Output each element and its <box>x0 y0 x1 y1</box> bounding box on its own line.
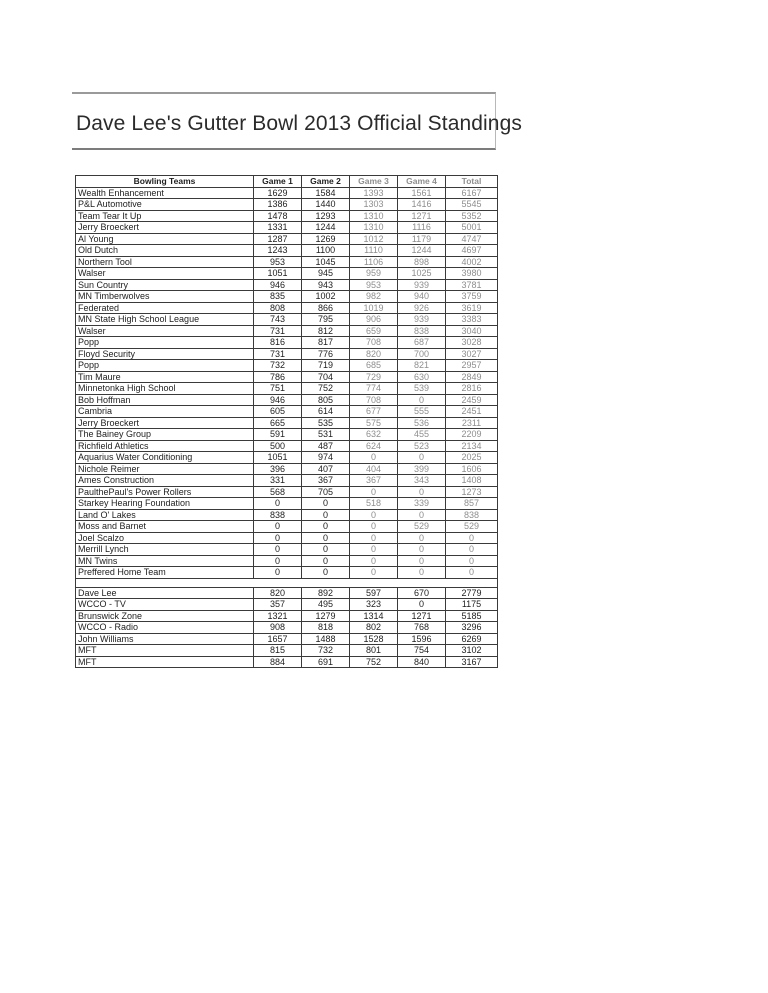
game-score-cell: 1293 <box>302 210 350 222</box>
game-score-cell: 1002 <box>302 291 350 303</box>
game-score-cell: 743 <box>254 314 302 326</box>
game-score-cell: 866 <box>302 302 350 314</box>
total-cell: 2311 <box>446 417 498 429</box>
team-name-cell: Joel Scalzo <box>76 532 254 544</box>
game-score-cell: 898 <box>398 256 446 268</box>
game-score-cell: 946 <box>254 279 302 291</box>
game-score-cell: 1116 <box>398 222 446 234</box>
game-score-cell: 926 <box>398 302 446 314</box>
team-name-cell: Wealth Enhancement <box>76 187 254 199</box>
game-score-cell: 729 <box>350 371 398 383</box>
team-name-cell: Walser <box>76 325 254 337</box>
table-row <box>76 610 498 622</box>
total-cell: 5001 <box>446 222 498 234</box>
game-score-cell: 1019 <box>350 302 398 314</box>
team-name-cell: WCCO - Radio <box>76 622 254 634</box>
game-score-cell: 0 <box>254 532 302 544</box>
game-score-cell: 1657 <box>254 633 302 645</box>
game-score-cell: 331 <box>254 475 302 487</box>
game-score-cell: 691 <box>302 656 350 668</box>
game-score-cell: 708 <box>350 337 398 349</box>
game-score-cell: 500 <box>254 440 302 452</box>
total-cell: 5352 <box>446 210 498 222</box>
total-cell: 3980 <box>446 268 498 280</box>
game-score-cell: 1271 <box>398 210 446 222</box>
game-score-cell: 0 <box>350 532 398 544</box>
total-cell: 1606 <box>446 463 498 475</box>
game-score-cell: 945 <box>302 268 350 280</box>
game-score-cell: 0 <box>398 555 446 567</box>
total-cell: 2209 <box>446 429 498 441</box>
table-row <box>76 498 498 510</box>
game-score-cell: 0 <box>398 544 446 556</box>
game-score-cell: 0 <box>302 532 350 544</box>
table-row <box>76 199 498 211</box>
total-cell: 857 <box>446 498 498 510</box>
game-score-cell: 801 <box>350 645 398 657</box>
game-score-cell: 1025 <box>398 268 446 280</box>
game-score-cell: 939 <box>398 279 446 291</box>
game-score-cell: 1243 <box>254 245 302 257</box>
game-score-cell: 1331 <box>254 222 302 234</box>
game-score-cell: 407 <box>302 463 350 475</box>
game-score-cell: 802 <box>350 622 398 634</box>
game-score-cell: 0 <box>254 555 302 567</box>
team-name-cell: MFT <box>76 656 254 668</box>
game-score-cell: 0 <box>398 532 446 544</box>
game-score-cell: 0 <box>398 509 446 521</box>
header-game-2: Game 2 <box>302 176 350 188</box>
total-cell: 1175 <box>446 599 498 611</box>
game-score-cell: 0 <box>254 544 302 556</box>
game-score-cell: 1596 <box>398 633 446 645</box>
game-score-cell: 487 <box>302 440 350 452</box>
team-name-cell: Preffered Home Team <box>76 567 254 579</box>
table-row <box>76 222 498 234</box>
table-row <box>76 371 498 383</box>
game-score-cell: 754 <box>398 645 446 657</box>
game-score-cell: 817 <box>302 337 350 349</box>
game-score-cell: 1269 <box>302 233 350 245</box>
table-row <box>76 599 498 611</box>
team-name-cell: Moss and Barnet <box>76 521 254 533</box>
total-cell: 3102 <box>446 645 498 657</box>
total-cell: 3619 <box>446 302 498 314</box>
total-cell: 3781 <box>446 279 498 291</box>
game-score-cell: 1393 <box>350 187 398 199</box>
team-name-cell: Popp <box>76 360 254 372</box>
table-row <box>76 279 498 291</box>
game-score-cell: 1012 <box>350 233 398 245</box>
game-score-cell: 0 <box>398 486 446 498</box>
table-row <box>76 555 498 567</box>
game-score-cell: 812 <box>302 325 350 337</box>
game-score-cell: 732 <box>254 360 302 372</box>
game-score-cell: 774 <box>350 383 398 395</box>
game-score-cell: 0 <box>398 567 446 579</box>
table-row <box>76 645 498 657</box>
game-score-cell: 815 <box>254 645 302 657</box>
game-score-cell: 1303 <box>350 199 398 211</box>
game-score-cell: 776 <box>302 348 350 360</box>
game-score-cell: 0 <box>254 567 302 579</box>
game-score-cell: 1106 <box>350 256 398 268</box>
game-score-cell: 768 <box>398 622 446 634</box>
game-score-cell: 820 <box>254 587 302 599</box>
game-score-cell: 339 <box>398 498 446 510</box>
team-name-cell: The Bainey Group <box>76 429 254 441</box>
total-cell: 5185 <box>446 610 498 622</box>
game-score-cell: 0 <box>398 394 446 406</box>
game-score-cell: 455 <box>398 429 446 441</box>
header-total: Total <box>446 176 498 188</box>
header-game-1: Game 1 <box>254 176 302 188</box>
table-row <box>76 406 498 418</box>
game-score-cell: 523 <box>398 440 446 452</box>
table-row <box>76 187 498 199</box>
game-score-cell: 732 <box>302 645 350 657</box>
game-score-cell: 1271 <box>398 610 446 622</box>
game-score-cell: 630 <box>398 371 446 383</box>
team-name-cell: Cambria <box>76 406 254 418</box>
game-score-cell: 495 <box>302 599 350 611</box>
game-score-cell: 1386 <box>254 199 302 211</box>
table-row <box>76 622 498 634</box>
game-score-cell: 751 <box>254 383 302 395</box>
game-score-cell: 1561 <box>398 187 446 199</box>
team-name-cell: MFT <box>76 645 254 657</box>
game-score-cell: 940 <box>398 291 446 303</box>
game-score-cell: 818 <box>302 622 350 634</box>
team-name-cell: WCCO - TV <box>76 599 254 611</box>
table-row <box>76 532 498 544</box>
team-name-cell: Starkey Hearing Foundation <box>76 498 254 510</box>
game-score-cell: 719 <box>302 360 350 372</box>
header-game-4: Game 4 <box>398 176 446 188</box>
game-score-cell: 816 <box>254 337 302 349</box>
table-row <box>76 268 498 280</box>
game-score-cell: 0 <box>350 555 398 567</box>
team-name-cell: Old Dutch <box>76 245 254 257</box>
game-score-cell: 908 <box>254 622 302 634</box>
game-score-cell: 1310 <box>350 222 398 234</box>
team-name-cell: Merrill Lynch <box>76 544 254 556</box>
table-row <box>76 509 498 521</box>
game-score-cell: 0 <box>350 567 398 579</box>
table-row <box>76 210 498 222</box>
game-score-cell: 591 <box>254 429 302 441</box>
total-cell: 4697 <box>446 245 498 257</box>
team-name-cell: MN Timberwolves <box>76 291 254 303</box>
game-score-cell: 731 <box>254 348 302 360</box>
header-game-3: Game 3 <box>350 176 398 188</box>
table-row <box>76 463 498 475</box>
table-row <box>76 656 498 668</box>
table-row <box>76 486 498 498</box>
game-score-cell: 704 <box>302 371 350 383</box>
total-cell: 3296 <box>446 622 498 634</box>
section-spacer <box>76 578 498 587</box>
team-name-cell: Sun Country <box>76 279 254 291</box>
table-row <box>76 245 498 257</box>
game-score-cell: 399 <box>398 463 446 475</box>
game-score-cell: 0 <box>254 498 302 510</box>
game-score-cell: 0 <box>350 452 398 464</box>
game-score-cell: 906 <box>350 314 398 326</box>
team-name-cell: John Williams <box>76 633 254 645</box>
total-cell: 2779 <box>446 587 498 599</box>
game-score-cell: 0 <box>254 521 302 533</box>
game-score-cell: 838 <box>254 509 302 521</box>
game-score-cell: 1314 <box>350 610 398 622</box>
game-score-cell: 367 <box>302 475 350 487</box>
game-score-cell: 555 <box>398 406 446 418</box>
game-score-cell: 535 <box>302 417 350 429</box>
game-score-cell: 1478 <box>254 210 302 222</box>
total-cell: 529 <box>446 521 498 533</box>
total-cell: 2459 <box>446 394 498 406</box>
table-row <box>76 567 498 579</box>
game-score-cell: 1100 <box>302 245 350 257</box>
table-row <box>76 587 498 599</box>
game-score-cell: 1321 <box>254 610 302 622</box>
standings-table <box>75 175 498 668</box>
game-score-cell: 752 <box>350 656 398 668</box>
game-score-cell: 1629 <box>254 187 302 199</box>
table-row <box>76 452 498 464</box>
game-score-cell: 597 <box>350 587 398 599</box>
team-name-cell: P&L Automotive <box>76 199 254 211</box>
table-row <box>76 633 498 645</box>
game-score-cell: 752 <box>302 383 350 395</box>
table-row <box>76 521 498 533</box>
game-score-cell: 1528 <box>350 633 398 645</box>
table-row <box>76 302 498 314</box>
total-cell: 3167 <box>446 656 498 668</box>
table-row <box>76 325 498 337</box>
game-score-cell: 1310 <box>350 210 398 222</box>
game-score-cell: 0 <box>350 486 398 498</box>
game-score-cell: 632 <box>350 429 398 441</box>
game-score-cell: 1287 <box>254 233 302 245</box>
game-score-cell: 0 <box>302 567 350 579</box>
game-score-cell: 786 <box>254 371 302 383</box>
game-score-cell: 821 <box>398 360 446 372</box>
game-score-cell: 0 <box>302 544 350 556</box>
game-score-cell: 0 <box>398 452 446 464</box>
game-score-cell: 1244 <box>398 245 446 257</box>
game-score-cell: 1279 <box>302 610 350 622</box>
team-name-cell: Team Tear It Up <box>76 210 254 222</box>
game-score-cell: 614 <box>302 406 350 418</box>
total-cell: 3028 <box>446 337 498 349</box>
table-header-row <box>76 176 498 188</box>
game-score-cell: 946 <box>254 394 302 406</box>
game-score-cell: 731 <box>254 325 302 337</box>
team-name-cell: Ames Construction <box>76 475 254 487</box>
table-row <box>76 314 498 326</box>
game-score-cell: 659 <box>350 325 398 337</box>
game-score-cell: 959 <box>350 268 398 280</box>
total-cell: 3759 <box>446 291 498 303</box>
game-score-cell: 568 <box>254 486 302 498</box>
team-name-cell: Nichole Reimer <box>76 463 254 475</box>
table-row <box>76 348 498 360</box>
team-name-cell: Floyd Security <box>76 348 254 360</box>
total-cell: 4002 <box>446 256 498 268</box>
game-score-cell: 1110 <box>350 245 398 257</box>
table-row <box>76 233 498 245</box>
total-cell: 0 <box>446 532 498 544</box>
game-score-cell: 605 <box>254 406 302 418</box>
total-cell: 3040 <box>446 325 498 337</box>
game-score-cell: 536 <box>398 417 446 429</box>
game-score-cell: 357 <box>254 599 302 611</box>
game-score-cell: 396 <box>254 463 302 475</box>
total-cell: 3383 <box>446 314 498 326</box>
team-name-cell: Walser <box>76 268 254 280</box>
team-name-cell: Federated <box>76 302 254 314</box>
table-row <box>76 440 498 452</box>
game-score-cell: 1440 <box>302 199 350 211</box>
game-score-cell: 840 <box>398 656 446 668</box>
game-score-cell: 624 <box>350 440 398 452</box>
total-cell: 0 <box>446 567 498 579</box>
game-score-cell: 835 <box>254 291 302 303</box>
game-score-cell: 884 <box>254 656 302 668</box>
game-score-cell: 404 <box>350 463 398 475</box>
game-score-cell: 1051 <box>254 452 302 464</box>
game-score-cell: 1416 <box>398 199 446 211</box>
game-score-cell: 575 <box>350 417 398 429</box>
total-cell: 0 <box>446 544 498 556</box>
team-name-cell: Dave Lee <box>76 587 254 599</box>
team-rows <box>76 187 498 578</box>
total-cell: 838 <box>446 509 498 521</box>
game-score-cell: 953 <box>350 279 398 291</box>
game-score-cell: 705 <box>302 486 350 498</box>
game-score-cell: 1244 <box>302 222 350 234</box>
game-score-cell: 1051 <box>254 268 302 280</box>
total-cell: 1273 <box>446 486 498 498</box>
game-score-cell: 0 <box>302 498 350 510</box>
total-cell: 2451 <box>446 406 498 418</box>
total-cell: 6269 <box>446 633 498 645</box>
game-score-cell: 0 <box>398 599 446 611</box>
team-name-cell: Jerry Broeckert <box>76 417 254 429</box>
total-cell: 5545 <box>446 199 498 211</box>
game-score-cell: 0 <box>350 544 398 556</box>
table-row <box>76 394 498 406</box>
game-score-cell: 795 <box>302 314 350 326</box>
team-name-cell: Richfield Athletics <box>76 440 254 452</box>
special-rows <box>76 587 498 668</box>
team-name-cell: Minnetonka High School <box>76 383 254 395</box>
game-score-cell: 343 <box>398 475 446 487</box>
total-cell: 6167 <box>446 187 498 199</box>
total-cell: 0 <box>446 555 498 567</box>
team-name-cell: Bob Hoffman <box>76 394 254 406</box>
game-score-cell: 367 <box>350 475 398 487</box>
game-score-cell: 939 <box>398 314 446 326</box>
game-score-cell: 1488 <box>302 633 350 645</box>
game-score-cell: 665 <box>254 417 302 429</box>
total-cell: 4747 <box>446 233 498 245</box>
table-row <box>76 256 498 268</box>
team-name-cell: Land O' Lakes <box>76 509 254 521</box>
game-score-cell: 708 <box>350 394 398 406</box>
game-score-cell: 808 <box>254 302 302 314</box>
total-cell: 3027 <box>446 348 498 360</box>
team-name-cell: Popp <box>76 337 254 349</box>
team-name-cell: Aquarius Water Conditioning <box>76 452 254 464</box>
game-score-cell: 670 <box>398 587 446 599</box>
team-name-cell: Brunswick Zone <box>76 610 254 622</box>
team-name-cell: MN State High School League <box>76 314 254 326</box>
game-score-cell: 805 <box>302 394 350 406</box>
game-score-cell: 953 <box>254 256 302 268</box>
total-cell: 2025 <box>446 452 498 464</box>
total-cell: 2957 <box>446 360 498 372</box>
document-title: Dave Lee's Gutter Bowl 2013 Official Standings <box>76 112 522 135</box>
game-score-cell: 518 <box>350 498 398 510</box>
team-name-cell: Jerry Broeckert <box>76 222 254 234</box>
game-score-cell: 0 <box>350 509 398 521</box>
game-score-cell: 1045 <box>302 256 350 268</box>
game-score-cell: 974 <box>302 452 350 464</box>
game-score-cell: 1584 <box>302 187 350 199</box>
total-cell: 2134 <box>446 440 498 452</box>
game-score-cell: 700 <box>398 348 446 360</box>
game-score-cell: 0 <box>350 521 398 533</box>
table-row <box>76 360 498 372</box>
table-row <box>76 383 498 395</box>
game-score-cell: 0 <box>302 555 350 567</box>
game-score-cell: 0 <box>302 509 350 521</box>
game-score-cell: 982 <box>350 291 398 303</box>
game-score-cell: 0 <box>302 521 350 533</box>
game-score-cell: 529 <box>398 521 446 533</box>
total-cell: 1408 <box>446 475 498 487</box>
team-name-cell: Northern Tool <box>76 256 254 268</box>
table-row <box>76 417 498 429</box>
game-score-cell: 943 <box>302 279 350 291</box>
team-name-cell: Al Young <box>76 233 254 245</box>
game-score-cell: 323 <box>350 599 398 611</box>
game-score-cell: 687 <box>398 337 446 349</box>
team-name-cell: PaulthePaul's Power Rollers <box>76 486 254 498</box>
total-cell: 2849 <box>446 371 498 383</box>
team-name-cell: Tim Maure <box>76 371 254 383</box>
game-score-cell: 677 <box>350 406 398 418</box>
game-score-cell: 838 <box>398 325 446 337</box>
table-row <box>76 544 498 556</box>
header-bowling-teams: Bowling Teams <box>76 176 254 188</box>
table-row <box>76 337 498 349</box>
game-score-cell: 685 <box>350 360 398 372</box>
total-cell: 2816 <box>446 383 498 395</box>
table-row <box>76 429 498 441</box>
game-score-cell: 1179 <box>398 233 446 245</box>
table-row <box>76 475 498 487</box>
game-score-cell: 539 <box>398 383 446 395</box>
team-name-cell: MN Twins <box>76 555 254 567</box>
game-score-cell: 892 <box>302 587 350 599</box>
game-score-cell: 531 <box>302 429 350 441</box>
game-score-cell: 820 <box>350 348 398 360</box>
table-row <box>76 291 498 303</box>
